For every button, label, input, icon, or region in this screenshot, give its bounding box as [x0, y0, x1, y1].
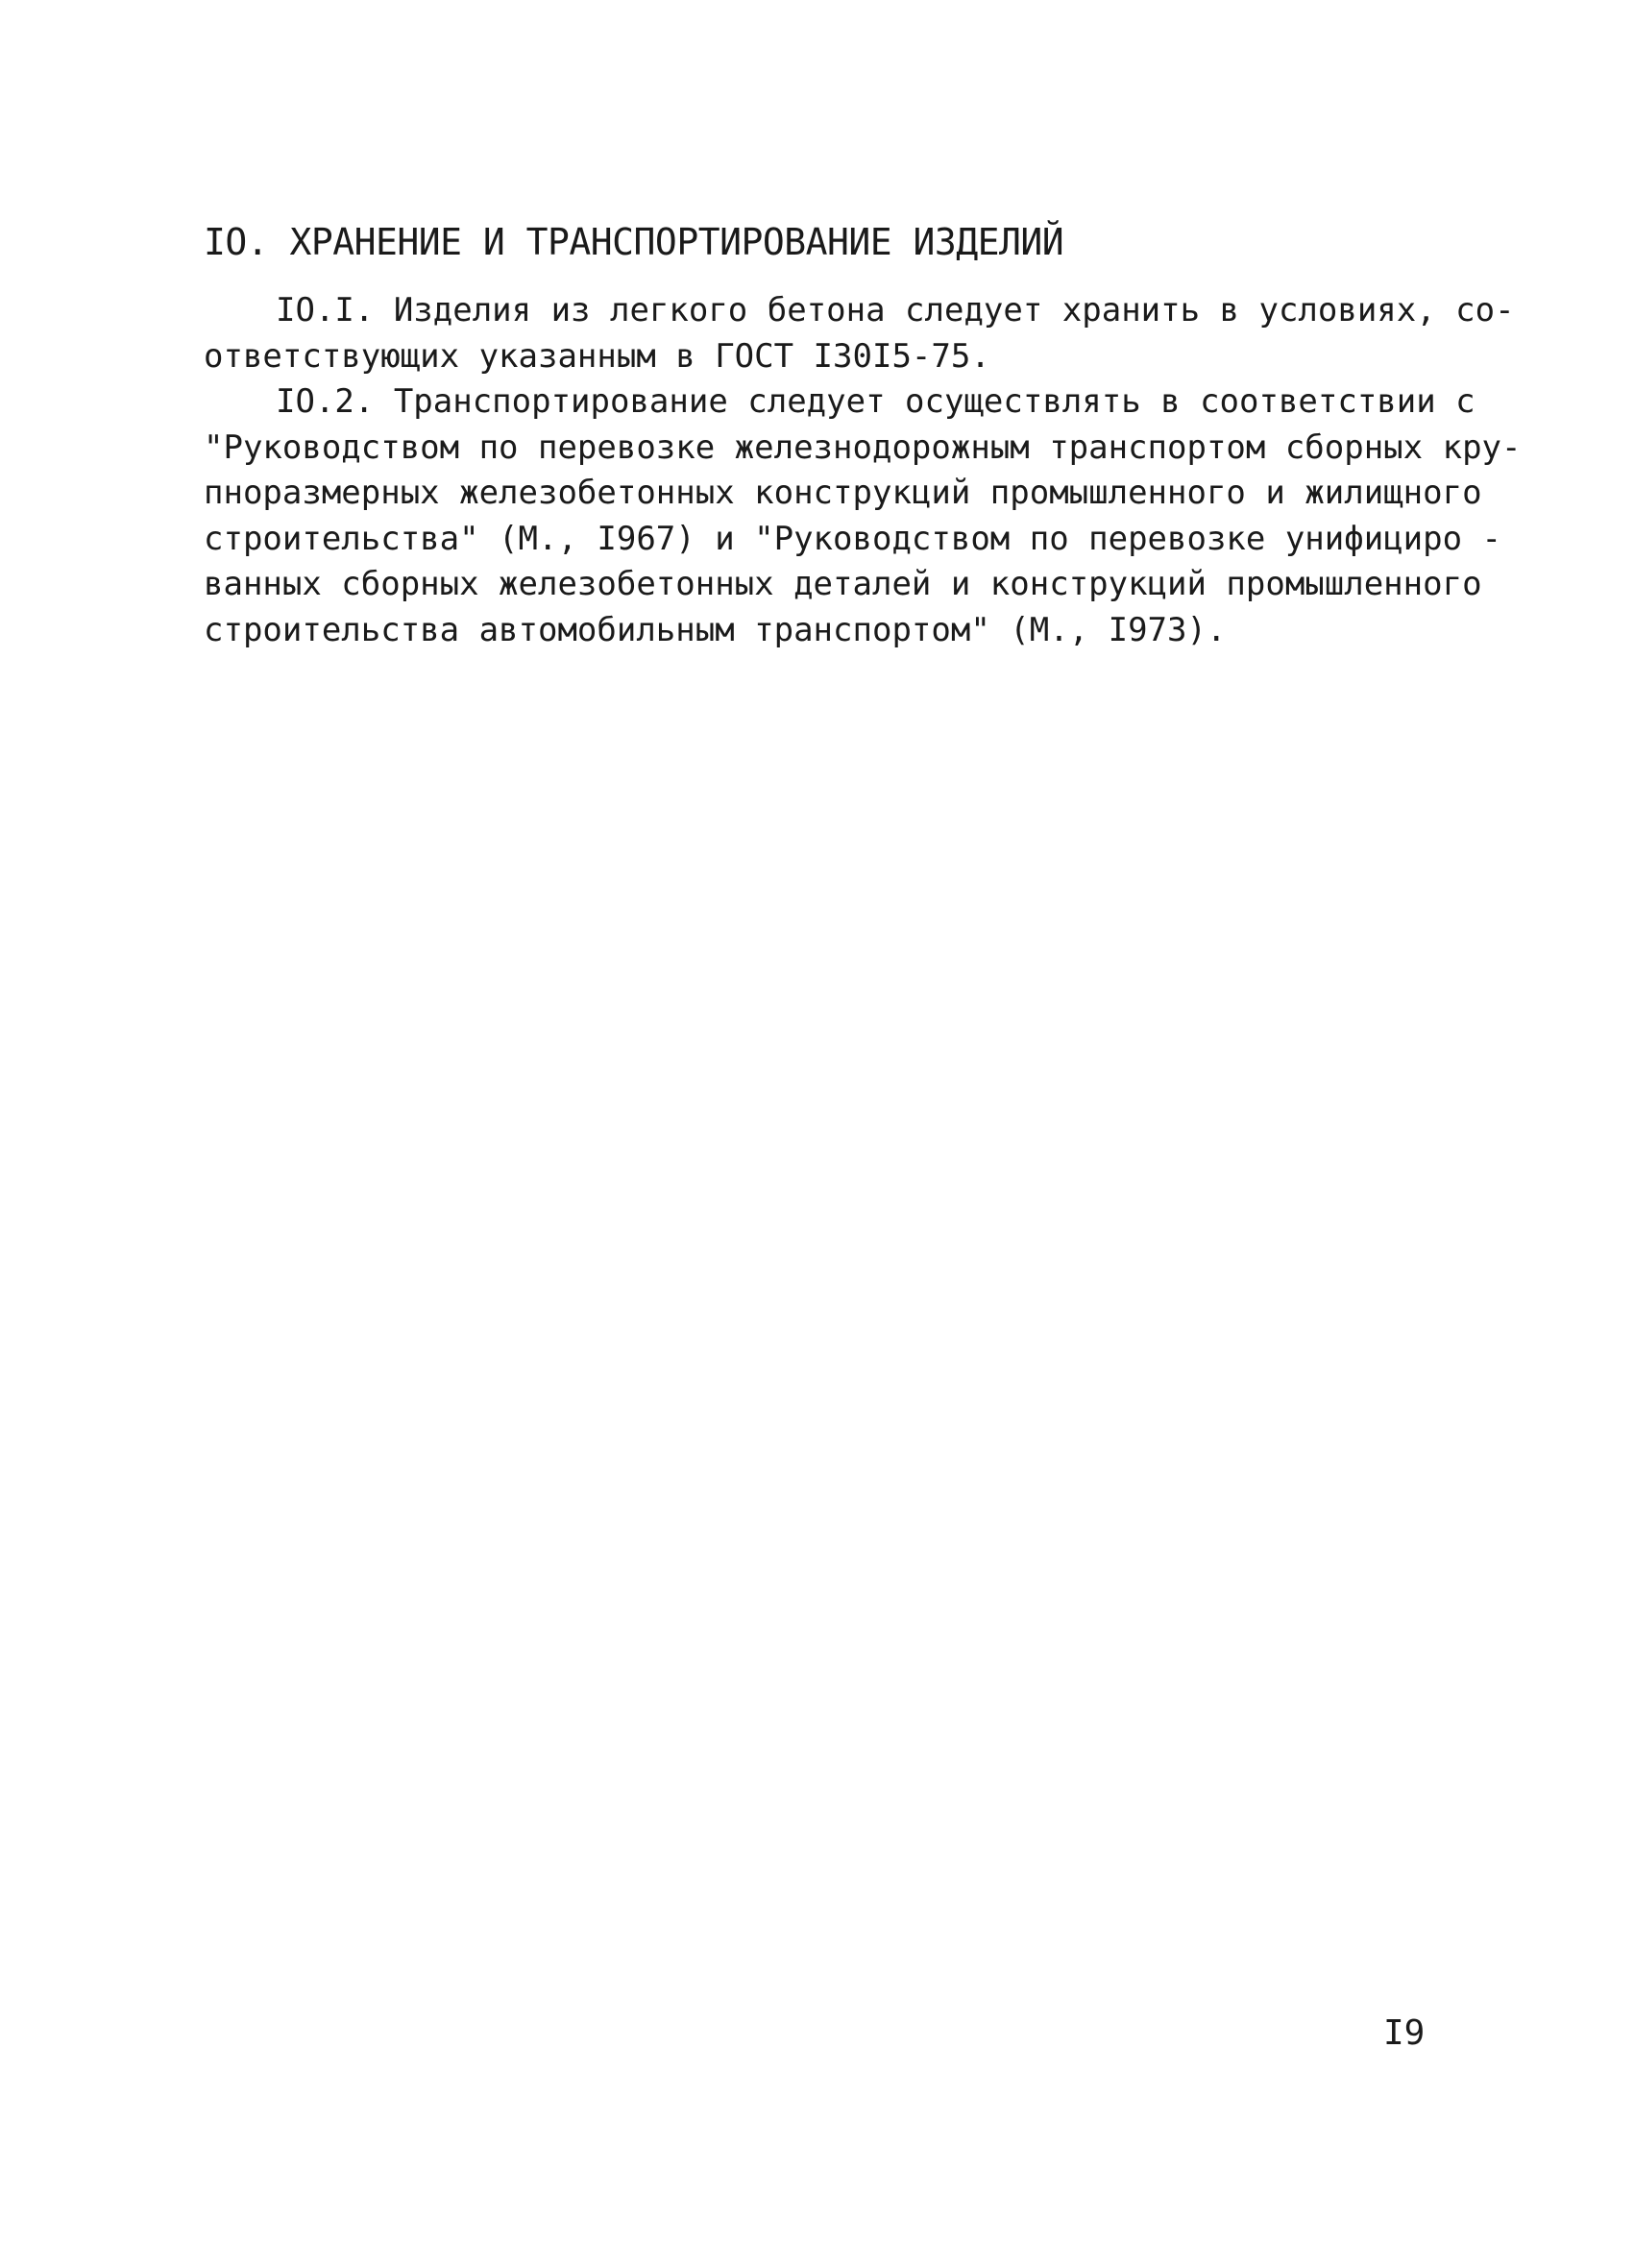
- paragraph-10-2-line-2: "Руководством по перевозке железнодорожным транспортом сборных кру-: [204, 427, 1522, 467]
- paragraph-10-1-line-2: ответствующих указанным в ГОСТ I30I5-75.: [204, 336, 990, 376]
- page-number: I9: [1383, 2013, 1426, 2053]
- paragraph-10-2-line-1: IO.2. Транспортирование следует осуществлять в соответствии с: [276, 382, 1475, 421]
- paragraph-10-2-line-3: пноразмерных железобетонных конструкций промышленного и жилищного: [204, 474, 1482, 512]
- paragraph-10-2-line-5: ванных сборных железобетонных деталей и конструкций промышленного: [204, 565, 1482, 603]
- paragraph-10-1-line-1: IO.I. Изделия из легкого бетона следует хранить в условиях, со-: [276, 291, 1515, 329]
- paragraph-10-2-line-6: строительства автомобильным транспортом" (М., I973).: [204, 610, 1227, 649]
- section-body: [204, 288, 1522, 653]
- section-heading: IO. ХРАНЕНИЕ И ТРАНСПОРТИРОВАНИЕ ИЗДЕЛИЙ: [204, 221, 1064, 263]
- paragraph-10-2-line-4: строительства" (М., I967) и "Руководством по перевозке унифициро -: [204, 519, 1502, 558]
